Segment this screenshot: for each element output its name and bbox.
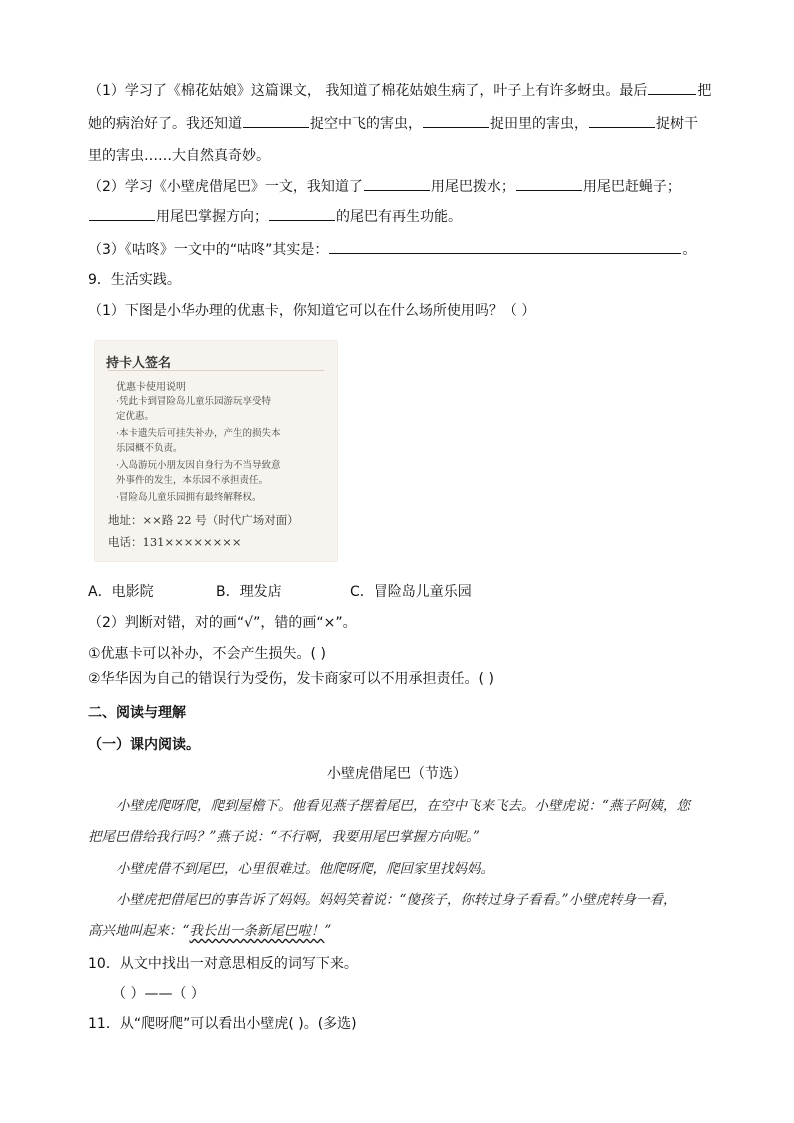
passage-line: 把尾巴借给我行吗？”燕子说：“不行啊，我要用尾巴掌握方向呢。” xyxy=(88,829,480,845)
card-rule: ·凭此卡到冒险岛儿童乐园游玩享受特 xyxy=(116,396,272,407)
q9-part1: （1）下图是小华办理的优惠卡，你知道它可以在什么场所使用吗？（ ） xyxy=(88,303,536,319)
card-rule: ·本卡遗失后可挂失补办，产生的损失本 xyxy=(116,428,281,439)
discount-card-image xyxy=(94,340,338,562)
q8-part2-line1: （2）学习《小壁虎借尾巴》一文，我知道了 用尾巴拨水； 用尾巴赶蝇子； xyxy=(88,176,714,198)
answer-blank[interactable] xyxy=(423,113,489,128)
option-c[interactable]: C．冒险岛儿童乐园 xyxy=(350,584,472,600)
card-address: 地址：××路 22 号（时代广场对面） xyxy=(108,513,299,527)
q8-part1-line1: （1）学习了《棉花姑娘》这篇课文， 我知道了棉花姑娘生病了，叶子上有许多蚜虫。最后 把 xyxy=(88,80,714,102)
answer-blank[interactable] xyxy=(89,206,155,221)
answer-blank[interactable] xyxy=(329,239,681,254)
option-b[interactable]: B．理发店 xyxy=(216,584,282,600)
q10-title: 10．从文中找出一对意思相反的词写下来。 xyxy=(88,956,358,972)
card-rule: 定优惠。 xyxy=(116,411,155,422)
q8-part1-line3: 里的害虫……大自然真奇妙。 xyxy=(88,148,270,164)
passage-line: 小壁虎爬呀爬，爬到屋檐下。他看见燕子摆着尾巴，在空中飞来飞去。小壁虎说：“燕子阿姨，您 xyxy=(116,798,690,814)
q8-part3: （3）《咕咚》一文中的“咕咚”其实是： 。 xyxy=(88,239,714,261)
signature-line xyxy=(108,370,324,371)
card-rule: ·冒险岛儿童乐园拥有最终解释权。 xyxy=(116,492,262,503)
q8-part2-line2: 用尾巴掌握方向； 的尾巴有再生功能。 xyxy=(88,206,714,228)
q11-title: 11．从“爬呀爬”可以看出小壁虎( )。(多选) xyxy=(88,1016,357,1032)
answer-blank[interactable] xyxy=(648,80,696,95)
card-title: 持卡人签名 xyxy=(106,356,172,371)
passage-title: 小壁虎借尾巴（节选） xyxy=(327,766,467,782)
answer-blank[interactable] xyxy=(269,206,335,221)
passage-line: 小壁虎借不到尾巴，心里很难过。他爬呀爬，爬回家里找妈妈。 xyxy=(116,861,494,877)
card-rule: 乐园概不负责。 xyxy=(116,443,183,454)
card-phone: 电话：131×××××××× xyxy=(108,535,242,549)
answer-blank[interactable] xyxy=(589,113,655,128)
card-subtitle: 优惠卡使用说明 xyxy=(116,382,186,393)
wavy-underlined-sentence: 我长出一条新尾巴啦！ xyxy=(189,923,325,939)
card-rule: ·入岛游玩小朋友因自身行为不当导致意 xyxy=(116,460,281,471)
q8-part1-line2: 她的病治好了。我还知道 捉空中飞的害虫， 捉田里的害虫， 捉树干 xyxy=(88,113,714,135)
passage-line: 小壁虎把借尾巴的事告诉了妈妈。妈妈笑着说：“傻孩子，你转过身子看看。”小壁虎转身一看， xyxy=(116,892,677,908)
subsection-heading: （一）课内阅读。 xyxy=(88,737,200,753)
q9-part2: （2）判断对错，对的画“√”，错的画“×”。 xyxy=(88,615,357,631)
section-heading: 二、阅读与理解 xyxy=(88,705,186,721)
answer-blank[interactable] xyxy=(364,176,430,191)
q10-answer[interactable]: （ ）——（ ） xyxy=(112,986,205,1002)
option-a[interactable]: A．电影院 xyxy=(88,584,154,600)
passage-line-last: 高兴地叫起来：“我长出一条新尾巴啦！” xyxy=(88,923,332,939)
q9-title: 9．生活实践。 xyxy=(88,272,181,288)
answer-blank[interactable] xyxy=(516,176,582,191)
answer-blank[interactable] xyxy=(243,113,309,128)
q9-judge-1: ①优惠卡可以补办，不会产生损失。( ) xyxy=(88,646,326,662)
card-rule: 外事件的发生，本乐园不承担责任。 xyxy=(116,475,269,486)
q9-judge-2: ②华华因为自己的错误行为受伤，发卡商家可以不用承担责任。( ) xyxy=(88,671,494,687)
